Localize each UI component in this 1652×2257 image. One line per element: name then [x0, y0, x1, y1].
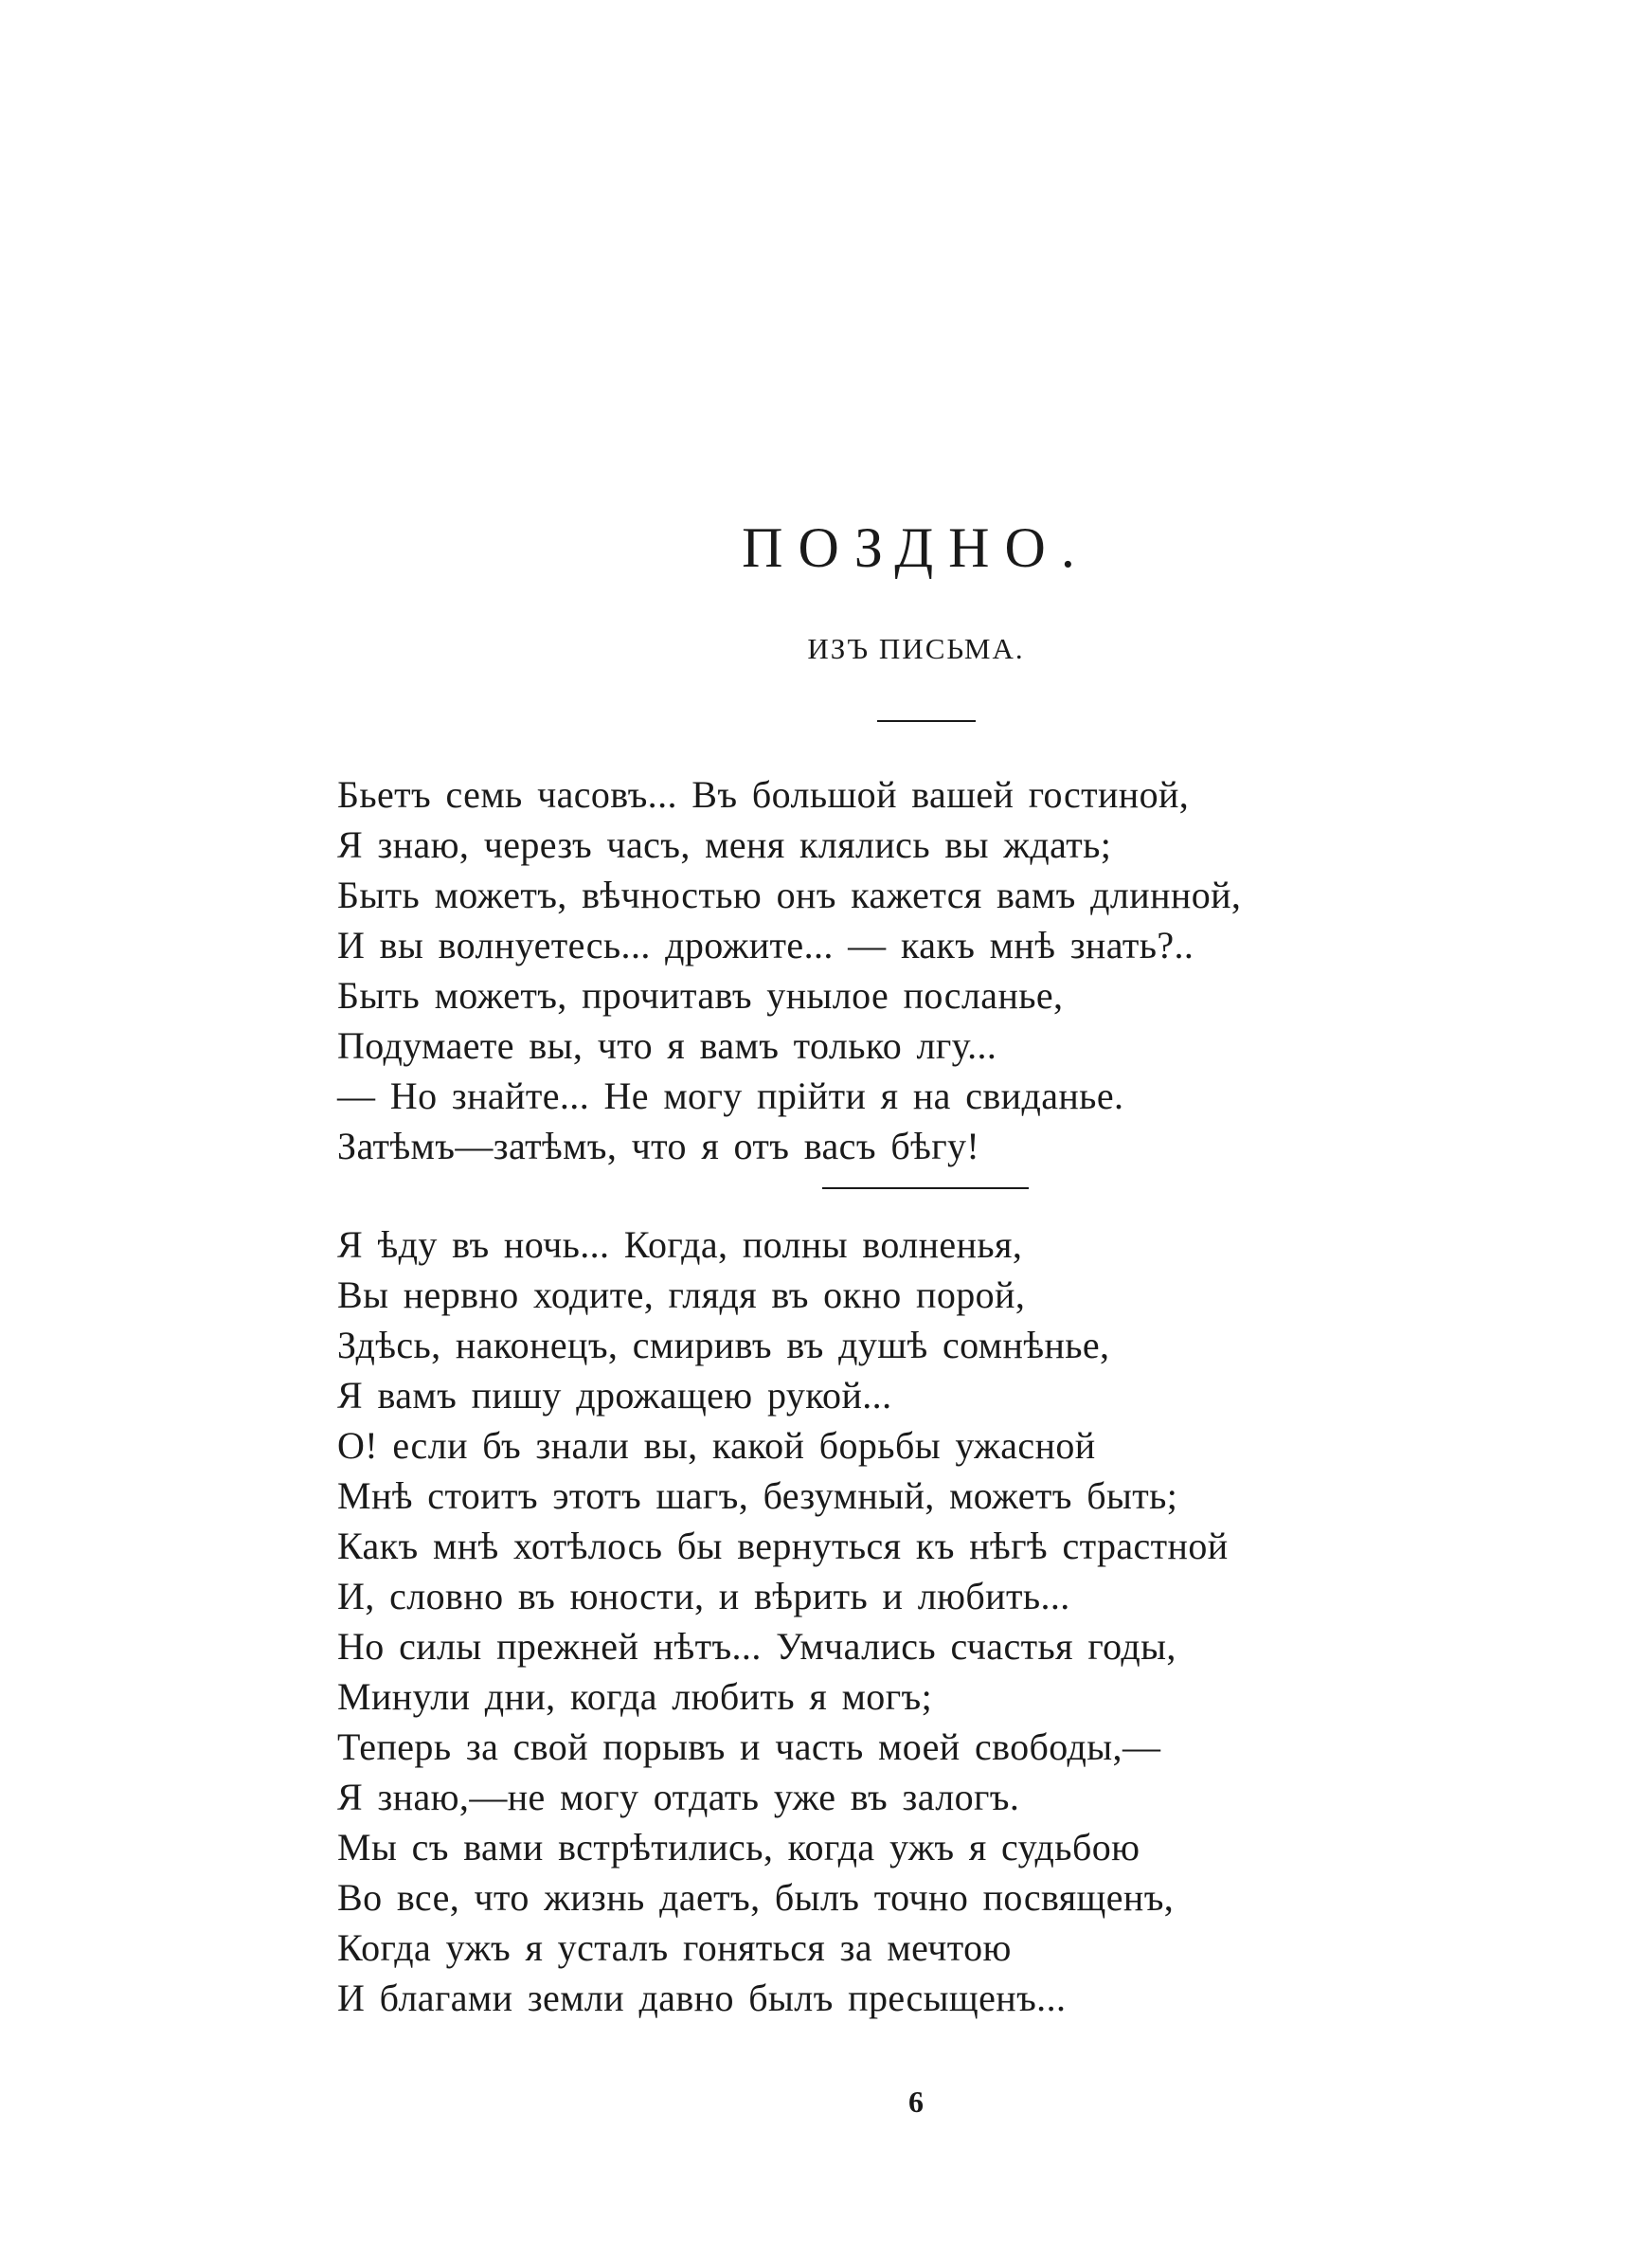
- verse-line: И вы волнуетесь... дрожите... — какъ мнѣ знать?..: [337, 924, 1194, 966]
- verse-line: Быть можетъ, вѣчностью онъ кажется вамъ длинной,: [337, 874, 1242, 916]
- verse-line: Какъ мнѣ хотѣлось бы вернуться къ нѣгѣ страстной: [337, 1525, 1229, 1567]
- verse-line: Когда ужъ я усталъ гоняться за мечтою: [337, 1926, 1012, 1969]
- verse-line: Во все, что жизнь даетъ, былъ точно посвященъ,: [337, 1876, 1175, 1919]
- verse-line: Подумаете вы, что я вамъ только лгу...: [337, 1024, 997, 1067]
- verse-line: Мы съ вами встрѣтились, когда ужъ я судьбою: [337, 1826, 1140, 1869]
- verse-line: Вы нервно ходите, глядя въ окно порой,: [337, 1273, 1026, 1316]
- stanza-2: [337, 1219, 1229, 2023]
- stanza-1: [337, 769, 1241, 1171]
- verse-line: Но силы прежней нѣтъ... Умчались счастья годы,: [337, 1625, 1176, 1668]
- verse-line: Мнѣ стоитъ этотъ шагъ, безумный, можетъ быть;: [337, 1474, 1178, 1517]
- verse-line: Минули дни, когда любить я могъ;: [337, 1675, 933, 1718]
- verse-line: Бьетъ семь часовъ... Въ большой вашей гостиной,: [337, 773, 1190, 816]
- verse-line: Здѣсь, наконецъ, смиривъ въ душѣ сомнѣнье,: [337, 1324, 1110, 1366]
- verse-line: И, словно въ юности, и вѣрить и любить...: [337, 1575, 1070, 1617]
- verse-line: Быть можетъ, прочитавъ унылое посланье,: [337, 974, 1064, 1017]
- verse-line: — Но знайте... Не могу прійти я на свиданье.: [337, 1074, 1124, 1117]
- poem-title: ПОЗДНО.: [742, 516, 1090, 579]
- page-number: 6: [908, 2085, 924, 2119]
- poem-subtitle: ИЗЪ ПИСЬМА.: [807, 632, 1025, 665]
- verse-line: И благами земли давно былъ пресыщенъ...: [337, 1977, 1067, 2019]
- stanza-divider: [822, 1187, 1029, 1189]
- verse-line: Я вамъ пишу дрожащею рукой...: [337, 1374, 892, 1417]
- verse-line: Я знаю, черезъ часъ, меня клялись вы ждать;: [337, 823, 1112, 866]
- verse-line: Затѣмъ—затѣмъ, что я отъ васъ бѣгу!: [337, 1125, 980, 1167]
- verse-line: Я знаю,—не могу отдать уже въ залогъ.: [337, 1776, 1020, 1818]
- verse-line: Я ѣду въ ночь... Когда, полны волненья,: [337, 1223, 1023, 1266]
- verse-line: Теперь за свой порывъ и часть моей свободы,—: [337, 1725, 1161, 1768]
- verse-line: О! если бъ знали вы, какой борьбы ужасной: [337, 1424, 1096, 1467]
- title-rule: [877, 720, 976, 722]
